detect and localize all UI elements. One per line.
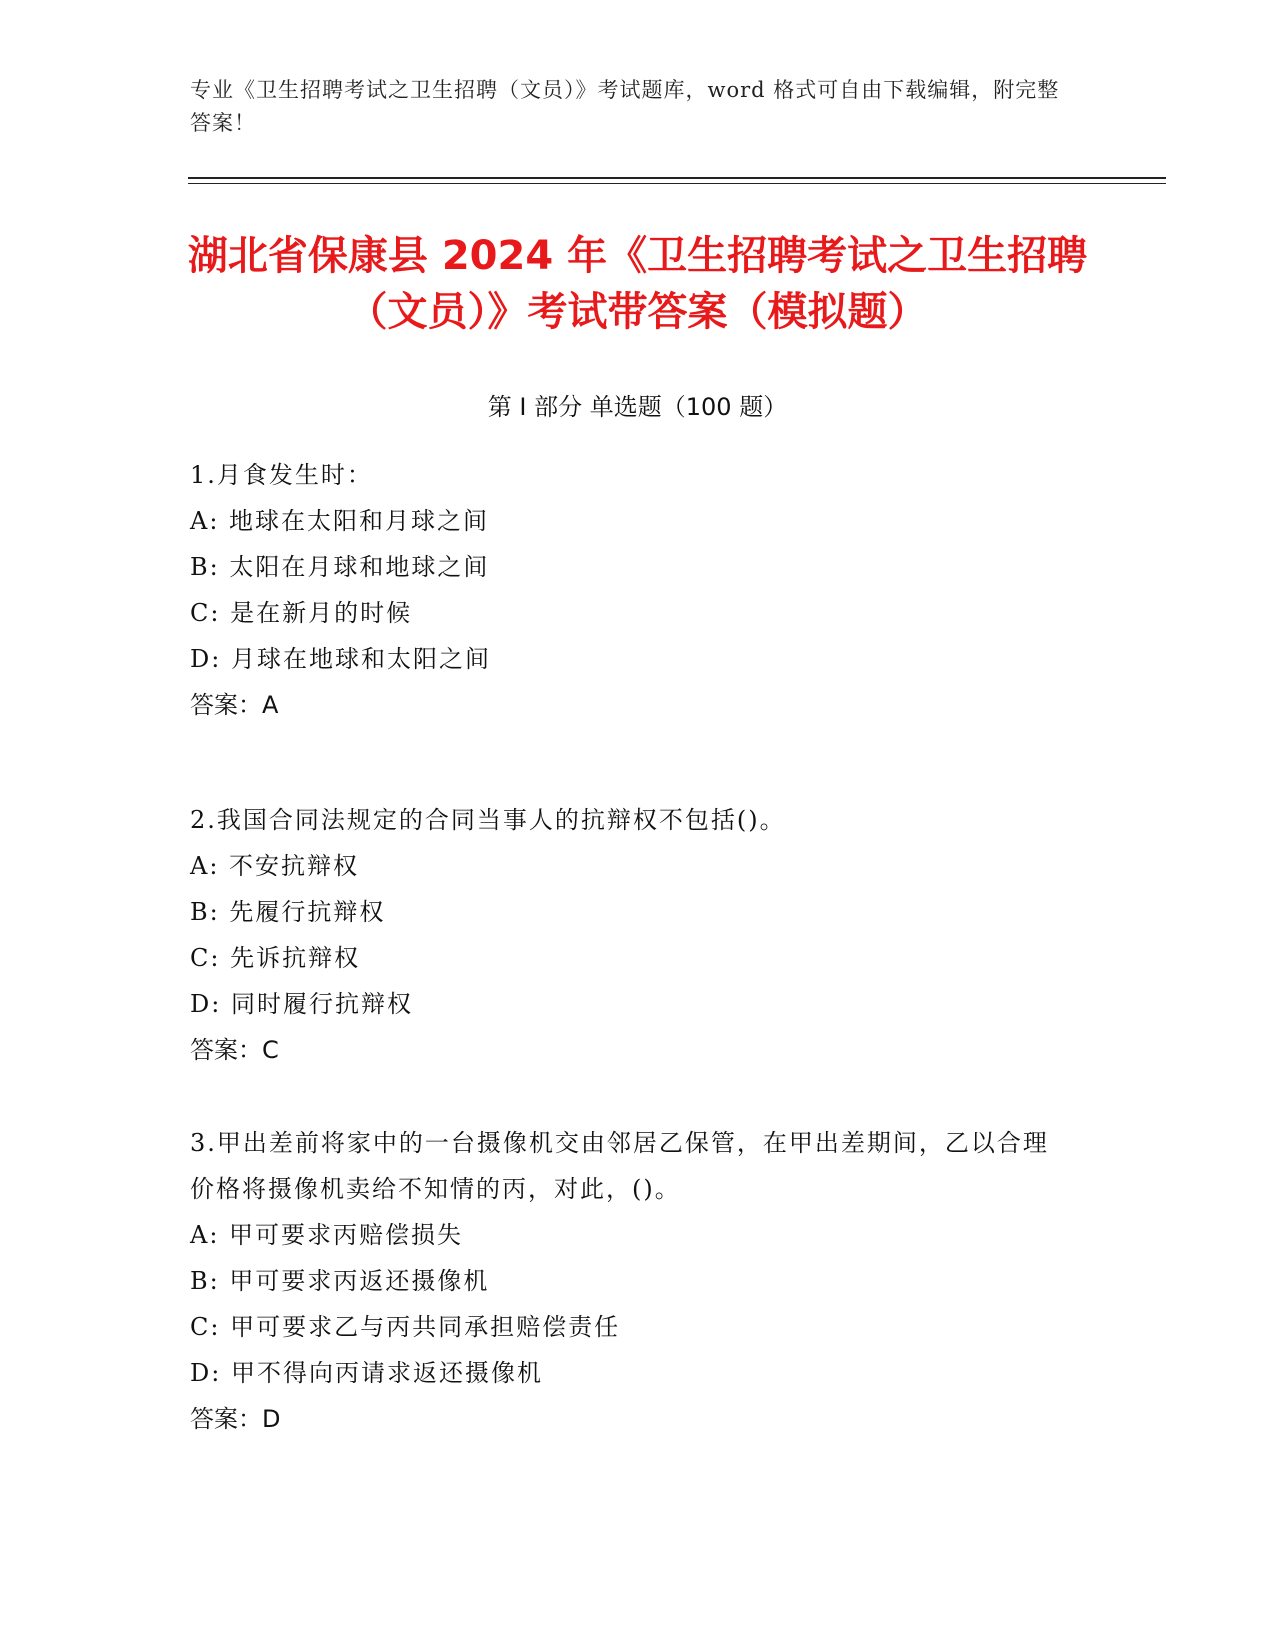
question-stem: 1.月食发生时： xyxy=(190,461,373,489)
option-c: C: 先诉抗辩权 xyxy=(190,944,361,972)
option-a: A: 甲可要求丙赔偿损失 xyxy=(190,1221,464,1249)
option-a: A: 不安抗辩权 xyxy=(190,852,360,880)
question-stem: 2.我国合同法规定的合同当事人的抗辩权不包括()。 xyxy=(190,806,786,834)
option-d: D: 同时履行抗辩权 xyxy=(190,990,413,1018)
option-c: C: 甲可要求乙与丙共同承担赔偿责任 xyxy=(190,1313,621,1341)
option-c: C: 是在新月的时候 xyxy=(190,599,413,627)
question-block-3 xyxy=(190,1120,1090,1442)
option-b: B: 甲可要求丙返还摄像机 xyxy=(190,1267,490,1295)
option-a: A: 地球在太阳和月球之间 xyxy=(190,507,490,535)
answer: 答案：C xyxy=(190,1036,279,1064)
header-rule-thin xyxy=(188,183,1166,184)
option-d: D: 月球在地球和太阳之间 xyxy=(190,645,491,673)
option-d: D: 甲不得向丙请求返还摄像机 xyxy=(190,1359,543,1387)
question-block-2 xyxy=(190,797,1090,1073)
option-b: B: 先履行抗辩权 xyxy=(190,898,386,926)
question-stem: 3.甲出差前将家中的一台摄像机交由邻居乙保管，在甲出差期间，乙以合理价格将摄像机卖给不知情的丙，对此，()。 xyxy=(190,1129,1049,1203)
header-note: 专业《卫生招聘考试之卫生招聘（文员）》考试题库，word 格式可自由下载编辑，附完整答案！ xyxy=(190,78,1060,135)
document-title: 湖北省保康县 2024 年《卫生招聘考试之卫生招聘（文员）》考试带答案（模拟题） xyxy=(187,233,1088,335)
section-heading: 第 I 部分 单选题（100 题） xyxy=(487,393,788,421)
option-b: B: 太阳在月球和地球之间 xyxy=(190,553,490,581)
question-block-1 xyxy=(190,452,1090,728)
answer: 答案：D xyxy=(190,1405,281,1433)
answer: 答案：A xyxy=(190,691,279,719)
header-rule-thick xyxy=(188,177,1166,179)
